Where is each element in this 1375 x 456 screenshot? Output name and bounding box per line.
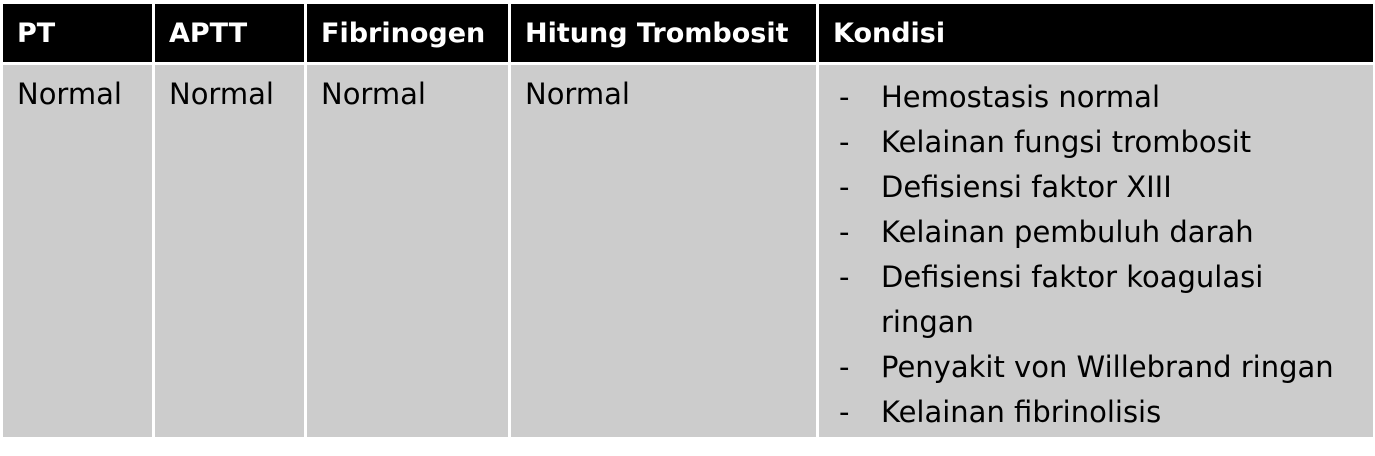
list-item <box>833 120 1373 165</box>
kondisi-text: Kelainan pembuluh darah <box>881 215 1254 249</box>
kondisi-text: Defisiensi faktor XIII <box>881 170 1172 204</box>
cell-fibrinogen: Normal <box>307 65 508 437</box>
dash-bullet: - <box>839 350 850 384</box>
dash-bullet: - <box>839 215 850 249</box>
list-item <box>833 345 1373 390</box>
kondisi-text: Penyakit von Willebrand ringan <box>881 350 1334 384</box>
kondisi-text: Kelainan fibrinolisis <box>881 395 1162 429</box>
dash-bullet: - <box>839 125 850 159</box>
list-item <box>833 210 1373 255</box>
list-item <box>833 390 1373 435</box>
list-item <box>833 255 1373 345</box>
header-fibrinogen: Fibrinogen <box>307 4 508 62</box>
cell-pt: Normal <box>3 65 152 437</box>
list-item <box>833 165 1373 210</box>
list-item <box>833 75 1373 120</box>
header-hitung-trombosit: Hitung Trombosit <box>511 4 816 62</box>
kondisi-text: Hemostasis normal <box>881 80 1160 114</box>
cell-kondisi <box>819 65 1373 437</box>
dash-bullet: - <box>839 260 850 294</box>
dash-bullet: - <box>839 395 850 429</box>
kondisi-text: Kelainan fungsi trombosit <box>881 125 1252 159</box>
kondisi-list <box>833 75 1373 435</box>
cell-trombosit: Normal <box>511 65 816 437</box>
header-pt: PT <box>3 4 152 62</box>
dash-bullet: - <box>839 80 850 114</box>
dash-bullet: - <box>839 170 850 204</box>
header-aptt: APTT <box>155 4 304 62</box>
cell-aptt: Normal <box>155 65 304 437</box>
kondisi-text: Defisiensi faktor koagulasi ringan <box>881 260 1264 339</box>
coagulation-table <box>3 4 1371 437</box>
header-kondisi: Kondisi <box>819 4 1373 62</box>
